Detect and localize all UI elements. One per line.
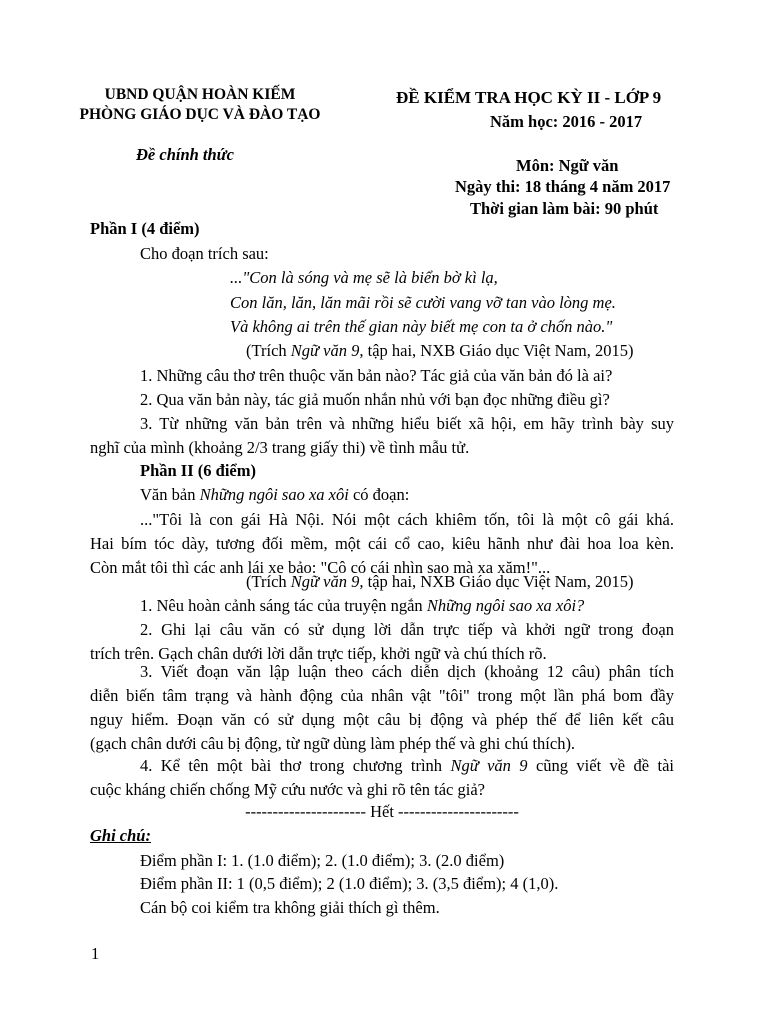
org-department: PHÒNG GIÁO DỤC VÀ ĐÀO TẠO	[79, 106, 321, 123]
notes-line-3: Cán bộ coi kiểm tra không giải thích gì thêm.	[140, 898, 440, 917]
part2-question-4b: cuộc kháng chiến chống Mỹ cứu nước và ghi rõ tên tác giả?	[90, 780, 485, 799]
source-prefix: (Trích	[246, 341, 291, 360]
question-text: 4. Kể tên một bài thơ trong chương trình	[140, 756, 451, 775]
intro-title: Những ngôi sao xa xôi	[199, 485, 349, 504]
question-text: 1. Nêu hoàn cảnh sáng tác của truyện ngắn	[140, 596, 427, 615]
question-text-end: cũng viết về đề tài	[527, 756, 674, 775]
duration: Thời gian làm bài: 90 phút	[470, 199, 659, 218]
part1-question-1: 1. Những câu thơ trên thuộc văn bản nào? Tác giả của văn bản đó là ai?	[140, 366, 613, 385]
source-suffix: tập hai, NXB Giáo dục Việt Nam, 2015)	[363, 341, 634, 360]
part1-question-3b: nghĩ của mình (khoảng 2/3 trang giấy thi) về tình mẫu tử.	[90, 438, 470, 457]
exam-title: ĐỀ KIỂM TRA HỌC KỲ II - LỚP 9	[396, 88, 662, 107]
source-suffix: tập hai, NXB Giáo dục Việt Nam, 2015)	[363, 572, 634, 591]
part1-heading: Phần I (4 điểm)	[90, 219, 200, 238]
part2-intro	[140, 485, 674, 505]
part2-question-1	[140, 596, 674, 616]
notes-line-2: Điểm phần II: 1 (0,5 điểm); 2 (1.0 điểm); 3. (3,5 điểm); 4 (1,0).	[140, 874, 559, 893]
org-name: UBND QUẬN HOÀN KIẾM	[104, 86, 296, 103]
exam-date: Ngày thi: 18 tháng 4 năm 2017	[455, 177, 671, 196]
subject: Môn: Ngữ văn	[516, 156, 619, 175]
intro-prefix: Văn bản	[140, 485, 200, 504]
question-book: Ngữ văn 9	[450, 756, 528, 775]
source-book: Ngữ văn 9,	[290, 572, 364, 591]
poem-line-2: Con lăn, lăn, lăn mãi rồi sẽ cười vang vỡ tan vào lòng mẹ.	[230, 293, 616, 312]
source-prefix: (Trích	[246, 572, 291, 591]
excerpt-line-3: Còn mắt tôi thì các anh lái xe bảo: "Cô có cái nhìn sao mà xa xăm!"...	[90, 558, 551, 577]
part1-source	[246, 341, 633, 361]
part1-question-3a: 3. Từ những văn bản trên và những hiểu biết xã hội, em hãy trình bày suy	[140, 414, 674, 433]
part2-question-3a: 3. Viết đoạn văn lập luận theo cách diễn dịch (khoảng 12 câu) phân tích	[140, 662, 674, 681]
school-year: Năm học: 2016 - 2017	[490, 112, 643, 131]
part2-heading: Phần II (6 điểm)	[140, 461, 256, 480]
poem-line-1: ..."Con là sóng và mẹ sẽ là biển bờ kì lạ,	[230, 268, 498, 287]
source-book: Ngữ văn 9,	[290, 341, 364, 360]
poem-line-3: Và không ai trên thế gian này biết mẹ con ta ở chốn nào."	[230, 317, 613, 336]
notes-line-1: Điểm phần I: 1. (1.0 điểm); 2. (1.0 điểm); 3. (2.0 điểm)	[140, 851, 505, 870]
part2-question-3c: nguy hiểm. Đoạn văn có sử dụng một câu bị động và phép thế để liên kết câu	[90, 710, 674, 729]
part2-question-3b: diễn biến tâm trạng và hành động của nhân vật "tôi" trong một lần phá bom đầy	[90, 686, 674, 705]
intro-suffix: có đoạn:	[348, 485, 410, 504]
part2-question-4a	[140, 756, 674, 776]
official-label: Đề chính thức	[136, 145, 234, 164]
part2-question-2a: 2. Ghi lại câu văn có sử dụng lời dẫn trực tiếp và khởi ngữ trong đoạn	[140, 620, 674, 639]
question-title: Những ngôi sao xa xôi?	[426, 596, 585, 615]
part1-question-2: 2. Qua văn bản này, tác giả muốn nhắn nhủ với bạn đọc những điều gì?	[140, 390, 610, 409]
part2-question-3d: (gạch chân dưới câu bị động, từ ngữ dùng làm phép thế và ghi chú thích).	[90, 734, 576, 753]
page-number: 1	[91, 944, 100, 963]
end-marker: ---------------------- Hết ----------------------	[245, 802, 519, 821]
part2-source	[246, 572, 633, 592]
excerpt-line-2: Hai bím tóc dày, tương đối mềm, một cái cổ cao, kiêu hãnh như đài hoa loa kèn.	[90, 534, 674, 553]
excerpt-line-1: ..."Tôi là con gái Hà Nội. Nói một cách khiêm tốn, tôi là một cô gái khá.	[140, 510, 674, 529]
part2-question-2b: trích trên. Gạch chân dưới lời dẫn trực tiếp, khởi ngữ và chú thích rõ.	[90, 644, 547, 663]
notes-heading: Ghi chú:	[90, 826, 151, 845]
part1-intro: Cho đoạn trích sau:	[140, 244, 269, 263]
